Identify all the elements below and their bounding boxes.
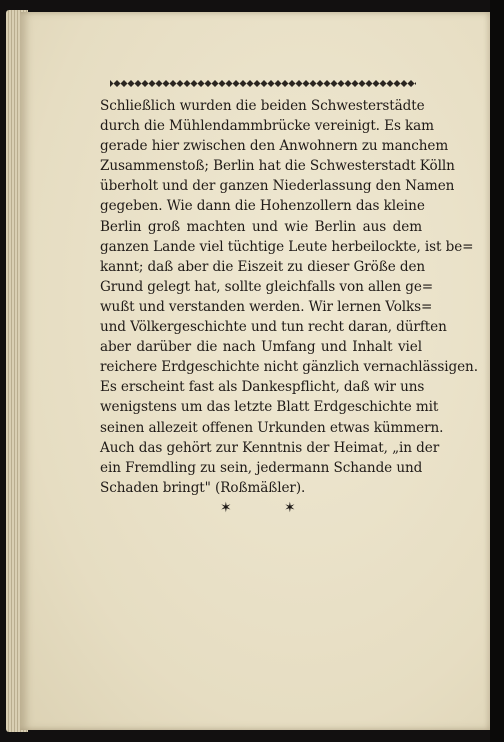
ornament-glyph (362, 80, 369, 87)
text-line: und Völkergeschichte und tun recht daran, dürften (100, 319, 447, 336)
text-line: wenigstens um das letzte Blatt Erdgeschichte mit (100, 399, 439, 416)
ornament-glyph (376, 80, 383, 87)
ornament-glyph (327, 80, 334, 87)
ornament-glyph (229, 80, 236, 87)
ornamental-rule (110, 80, 416, 88)
text-line: gegeben. Wie dann die Hohenzollern das kleine (100, 198, 425, 215)
ornament-glyph (404, 80, 411, 87)
section-break-stars (220, 500, 320, 520)
ornament-glyph (278, 80, 285, 87)
star-icon: ✶ (284, 500, 296, 516)
text-line: Zusammenstoß; Berlin hat die Schwesterstadt Kölln (100, 158, 455, 175)
ornament-glyph (201, 80, 208, 87)
ornament-glyph (243, 80, 250, 87)
ornament-glyph (285, 80, 292, 87)
ornament-glyph (187, 80, 194, 87)
ornament-glyph (138, 80, 145, 87)
ornament-glyph (145, 80, 152, 87)
ornament-glyph (271, 80, 278, 87)
text-line: aber darüber die nach Umfang und Inhalt viel (100, 339, 422, 356)
ornament-glyph (236, 80, 243, 87)
text-line: seinen allezeit offenen Urkunden etwas kümmern. (100, 419, 444, 436)
ornament-glyph (313, 80, 320, 87)
text-line: reichere Erdgeschichte nicht gänzlich vernachlässigen. (100, 359, 478, 376)
ornament-glyph (222, 80, 229, 87)
ornament-glyph (369, 80, 376, 87)
ornament-glyph (257, 80, 264, 87)
text-line: wußt und verstanden werden. Wir lernen Volks= (100, 298, 433, 315)
star-icon: ✶ (220, 500, 232, 516)
text-line: Grund gelegt hat, sollte gleichfalls von allen ge= (100, 278, 434, 295)
text-line: überholt und der ganzen Niederlassung den Namen (100, 178, 455, 195)
ornament-glyph (348, 80, 355, 87)
ornament-glyph (264, 80, 271, 87)
ornament-glyph (250, 80, 257, 87)
ornament-glyph (383, 80, 390, 87)
text-line: Auch das gehört zur Kenntnis der Heimat, „in der (100, 439, 440, 456)
ornament-glyph (152, 80, 159, 87)
body-text (100, 96, 478, 498)
text-line: Berlin groß machten und wie Berlin aus dem (100, 218, 422, 235)
ornament-glyph (173, 80, 180, 87)
scan-border (490, 0, 504, 742)
ornament-glyph (194, 80, 201, 87)
text-line: ganzen Lande viel tüchtige Leute herbeilockte, ist be= (100, 238, 474, 255)
ornament-glyph (180, 80, 187, 87)
text-line: Es erscheint fast als Dankespflicht, daß wir uns (100, 379, 425, 396)
ornament-glyph (411, 80, 416, 87)
ornament-glyph (320, 80, 327, 87)
text-line: durch die Mühlendammbrücke vereinigt. Es kam (100, 118, 434, 135)
ornament-glyph (215, 80, 222, 87)
text-line: kannt; daß aber die Eiszeit zu dieser Größe den (100, 258, 426, 275)
ornament-glyph (397, 80, 404, 87)
ornament-glyph (306, 80, 313, 87)
ornament-glyph (355, 80, 362, 87)
ornament-glyph (124, 80, 131, 87)
ornament-glyph (166, 80, 173, 87)
ornament-glyph (159, 80, 166, 87)
ornament-glyph (341, 80, 348, 87)
text-line: ein Fremdling zu sein, jedermann Schande und (100, 459, 423, 476)
ornament-glyph (292, 80, 299, 87)
ornament-glyph (117, 80, 124, 87)
ornament-glyph (208, 80, 215, 87)
text-line: Schaden bringt" (Roßmäßler). (100, 479, 306, 496)
ornament-glyph (110, 80, 117, 87)
text-line: Schließlich wurden die beiden Schwesterstädte (100, 98, 425, 114)
text-line: gerade hier zwischen den Anwohnern zu manchem (100, 138, 449, 155)
ornament-glyph (390, 80, 397, 87)
ornament-glyph (131, 80, 138, 87)
ornament-glyph (299, 80, 306, 87)
ornament-glyph (334, 80, 341, 87)
